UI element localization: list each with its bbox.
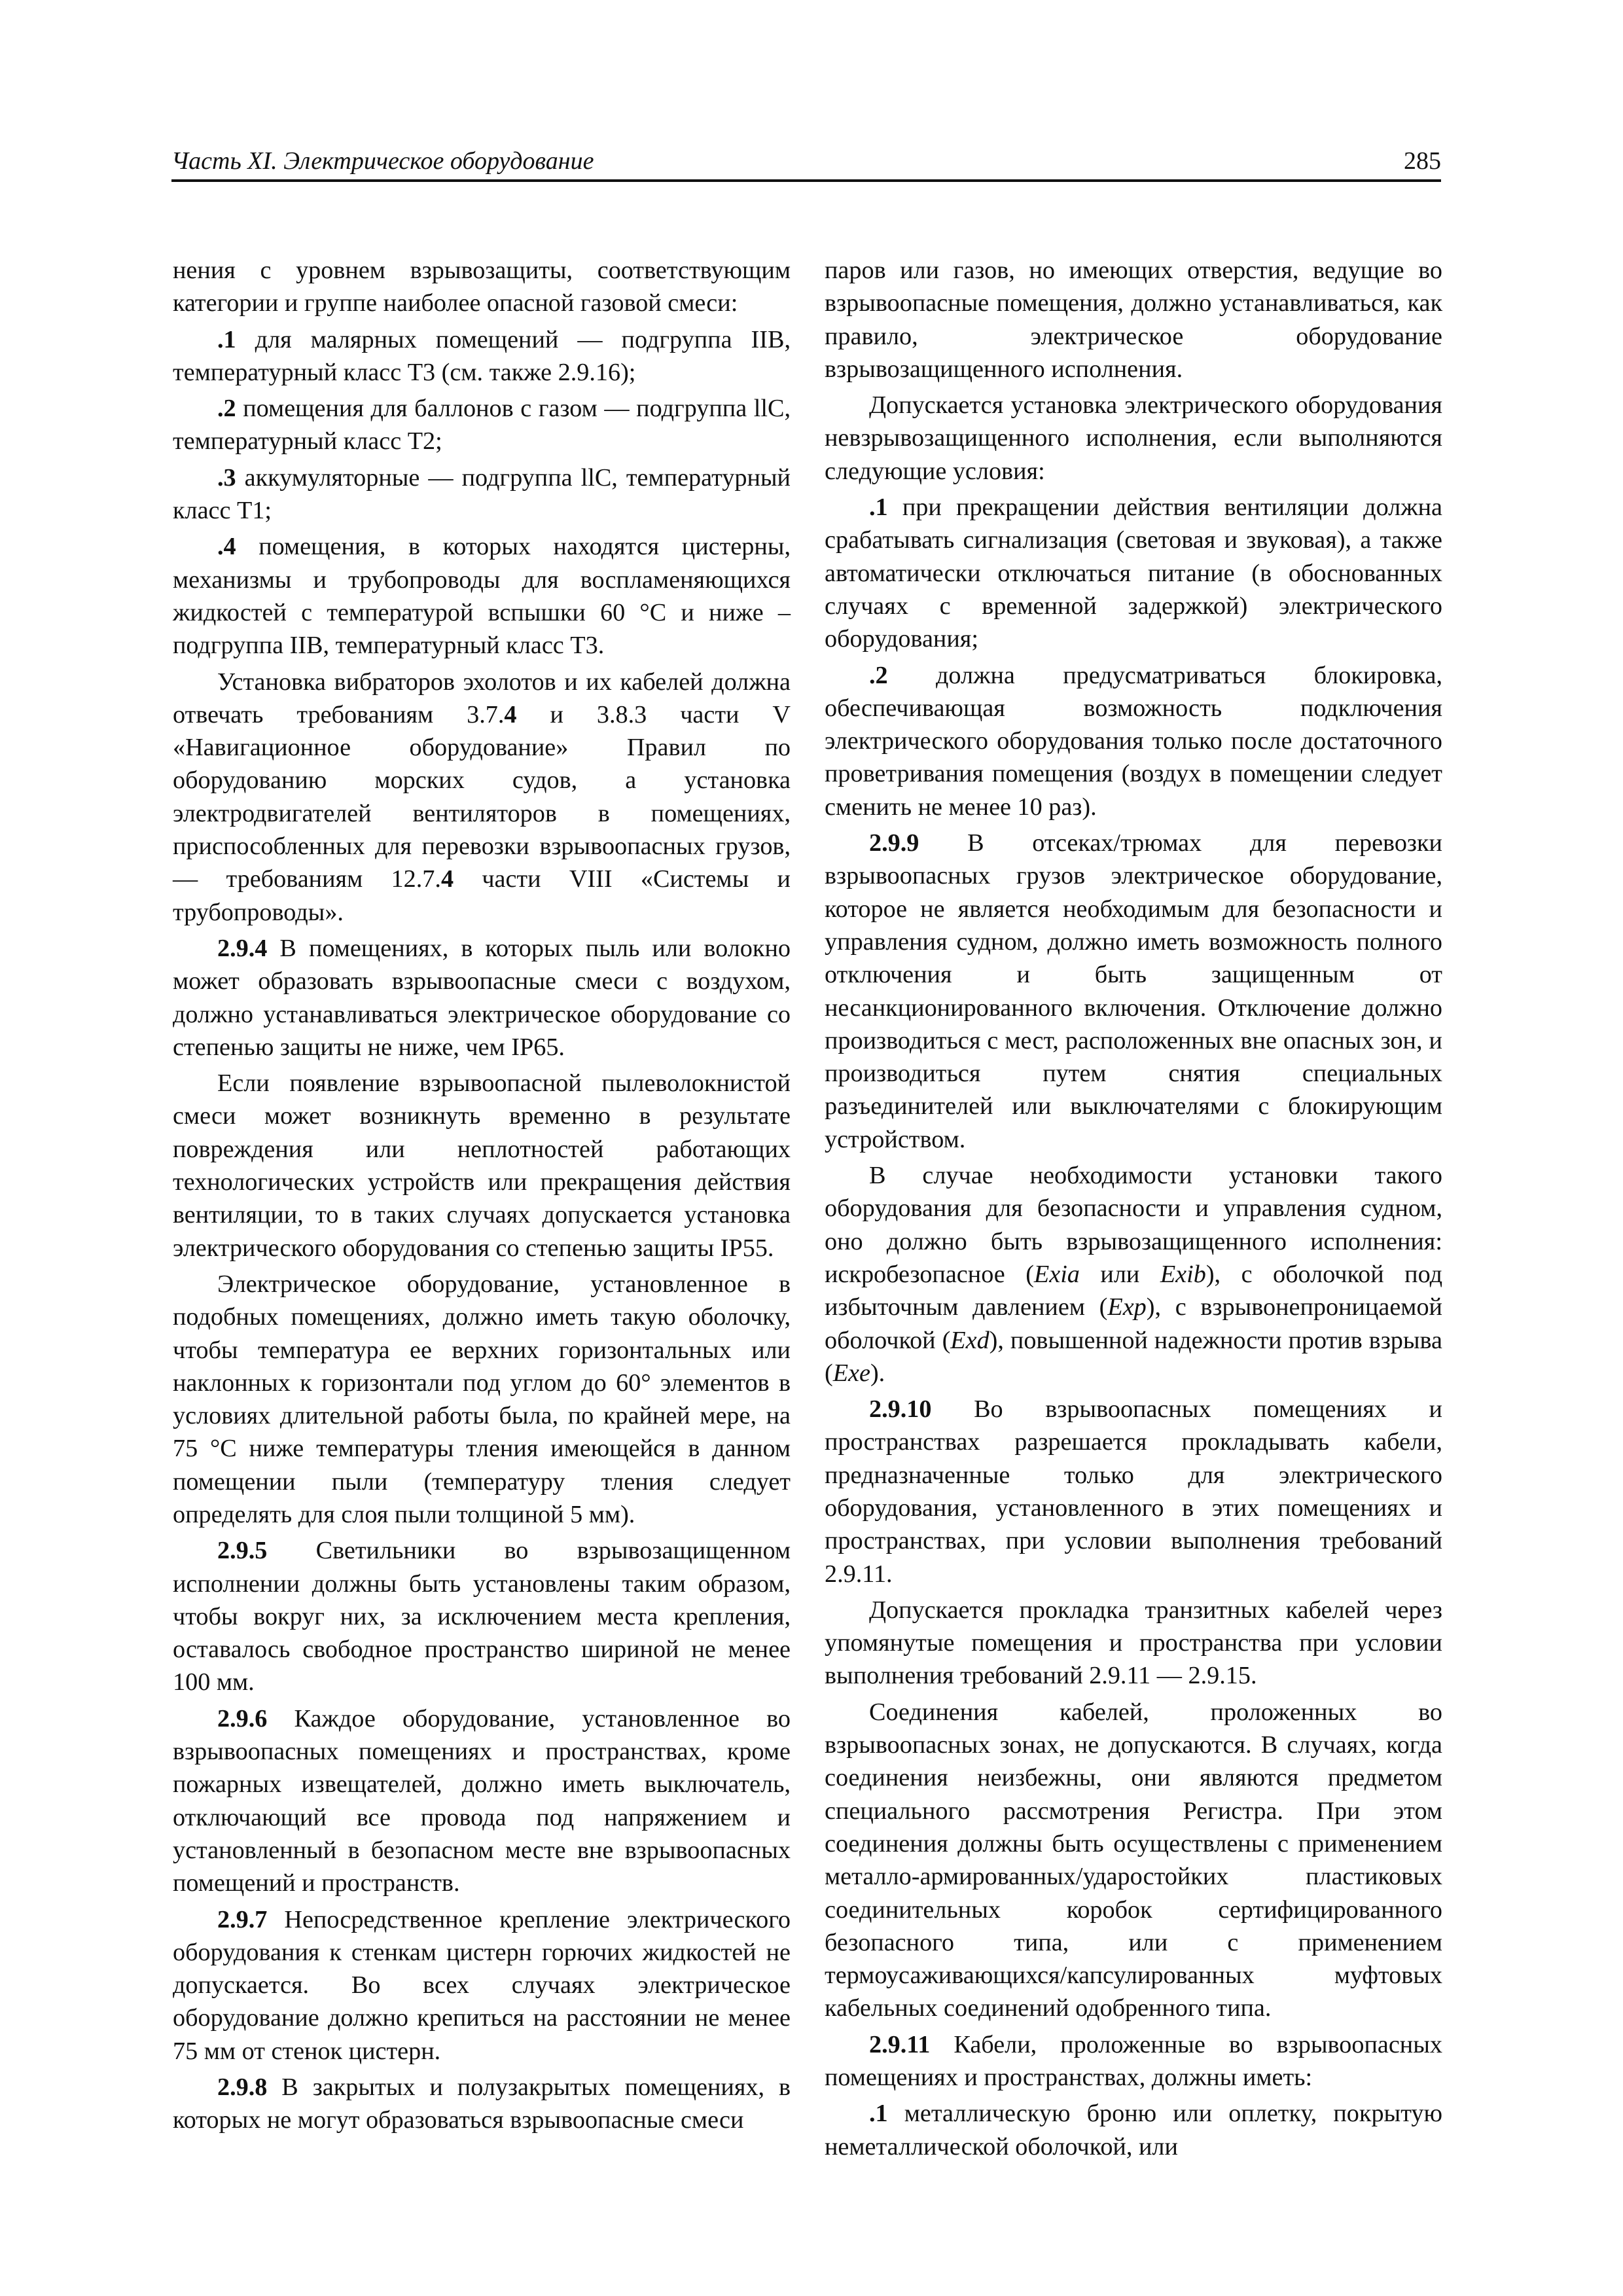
section-number: 2.9.6 [217, 1704, 268, 1732]
section-number: 2.9.5 [217, 1537, 268, 1565]
item-number: .4 [217, 533, 236, 561]
item-number: .3 [217, 463, 236, 492]
section-paragraph: 2.9.10 Во взрывоопасных помещениях и пространствах разрешается прокладывать кабели, предназначенные только для электрического оборудования, установленного в этих помещениях и пространствах, при условии выполнения требований 2.9.11. [825, 1395, 1442, 1588]
list-item: .1 металлическую броню или оплетку, покрытую неметаллической оболочкой, или [825, 2100, 1442, 2161]
paragraph: Установка вибраторов эхолотов и их кабелей должна отвечать требованиям 3.7.4 и 3.8.3 части V «Навигационное оборудование» Правил по оборудованию морских судов, а установка электродвигателей вентиляторов в помещениях, приспособленных для перевозки взрывоопасных грузов, — требованиям 12.7.4 части VIII «Системы и трубопроводы». [173, 668, 791, 926]
paragraph: Допускается установка электрического оборудования невзрывозащищенного исполнения, если выполняются следующие условия: [825, 391, 1442, 485]
left-column [173, 254, 791, 2140]
section-number: 2.9.10 [869, 1395, 932, 1424]
section-paragraph: 2.9.11 Кабели, проложенные во взрывоопасных помещениях и пространствах, должны иметь: [825, 2030, 1442, 2092]
item-number: .2 [869, 661, 888, 689]
list-item: .2 помещения для баллонов с газом — подгруппа llC, температурный класс T2; [173, 395, 791, 456]
item-number: .1 [869, 2100, 888, 2128]
paragraph: Допускается прокладка транзитных кабелей через упомянутые помещения и пространства при условии выполнения требований 2.9.11 — 2.9.15. [825, 1596, 1442, 1690]
item-number: .1 [869, 493, 888, 522]
section-paragraph: 2.9.7 Непосредственное крепление электрического оборудования к стенкам цистерн горючих жидкостей не допускается. Во всех случаях электрическое оборудование должно крепиться на расстоянии не менее 75 мм от стенок цистерн. [173, 1905, 791, 2065]
section-paragraph: 2.9.8 В закрытых и полузакрытых помещениях, в которых не могут образоваться взрывоопасные смеси [173, 2073, 791, 2134]
paragraph: В случае необходимости установки такого оборудования для безопасности и управления судном, оно должно быть взрывозащищенного исполнения: искробезопасное (Exia или Exib), с оболочкой под избыточным давлением (Exp), с взрывонепроницаемой оболочкой (Exd), повышенной надежности против взрыва (Exe). [825, 1162, 1443, 1387]
section-number: 2.9.9 [869, 829, 919, 857]
section-paragraph: 2.9.9 В отсеках/трюмах для перевозки взрывоопасных грузов электрическое оборудование, которое не является необходимым для безопасности и управления судном, должно иметь возможность полного отключения и быть защищенным от несанкционированного включения. Отключение должно производиться с мест, расположенных вне опасных зон, и производиться путем снятия специальных разъединителей или выключателями с блокирующим устройством. [825, 829, 1442, 1153]
section-number: 2.9.8 [217, 2073, 268, 2102]
section-paragraph: 2.9.6 Каждое оборудование, установленное во взрывоопасных помещениях и пространствах, кроме пожарных извещателей, должно иметь выключатель, отключающий все провода под напряжением и установленный в безопасном месте вне взрывоопасных помещений и пространств. [173, 1704, 791, 1897]
item-number: .2 [217, 395, 236, 423]
section-number: 2.9.4 [217, 934, 268, 962]
section-number: 2.9.7 [217, 1905, 268, 1933]
list-item: .3 аккумуляторные — подгруппа llC, температурный класс T1; [173, 463, 791, 525]
list-item: .2 должна предусматриваться блокировка, обеспечивающая возможность подключения электрического оборудования только после достаточного проветривания помещения (воздух в помещении следует сменить не менее 10 раз). [825, 661, 1442, 821]
section-paragraph: 2.9.4 В помещениях, в которых пыль или волокно может образовать взрывоопасные смеси с воздухом, должно устанавливаться электрическое оборудование со степенью защиты не ниже, чем IP65. [173, 934, 791, 1061]
item-number: .1 [217, 325, 236, 353]
paragraph: Соединения кабелей, проложенных во взрывоопасных зонах, не допускаются. В случаях, когда соединения неизбежны, они являются предметом специального рассмотрения Регистра. При этом соединения должны быть осуществлены с применением металло-армированных/ударостойких пластиковых соединительных коробок сертифицированного безопасного типа, или с применением термоусаживающихся/капсулированных муфтовых кабельных соединений одобренного типа. [825, 1698, 1442, 2022]
right-column [825, 254, 1442, 2166]
running-title: Часть XI. Электрическое оборудование [171, 147, 594, 175]
paragraph: Электрическое оборудование, установленное в подобных помещениях, должно иметь такую оболочку, чтобы температура ее верхних горизонтальных или наклонных к горизонтали под углом до 60° элементов в условиях длительной работы была, по крайней мере, на 75 °C ниже температуры тления имеющейся в данном помещении пыли (температуру тления следует определять для слоя пыли толщиной 5 мм). [173, 1270, 791, 1528]
section-number: 2.9.11 [869, 2030, 931, 2058]
list-item: .1 при прекращении действия вентиляции должна срабатывать сигнализация (световая и звуковая), а также автоматически отключаться питание (в обоснованных случаях с временной задержкой) электрического оборудования; [825, 493, 1442, 653]
section-paragraph: 2.9.5 Светильники во взрывозащищенном исполнении должны быть установлены таким образом, чтобы вокруг них, за исключением места крепления, оставалось свободное пространство шириной не менее 100 мм. [173, 1537, 791, 1696]
paragraph: нения с уровнем взрывозащиты, соответствующим категории и группе наиболее опасной газовой смеси: [173, 257, 791, 317]
paragraph: паров или газов, но имеющих отверстия, ведущие во взрывоопасные помещения, должно устанавливаться, как правило, электрическое оборудование взрывозащищенного исполнения. [825, 257, 1442, 383]
running-header [171, 140, 1441, 182]
paragraph: Если появление взрывоопасной пылеволокнистой смеси может возникнуть временно в результате повреждения или неплотностей работающих технологических устройств или прекращения действия вентиляции, то в таких случаях допускается установка электрического оборудования со степенью защиты IP55. [173, 1069, 791, 1262]
list-item: .1 для малярных помещений — подгруппа IIB, температурный класс T3 (см. также 2.9.16); [173, 325, 791, 386]
list-item: .4 помещения, в которых находятся цистерны, механизмы и трубопроводы для воспламеняющихся жидкостей с температурой вспышки 60 °C и ниже – подгруппа IIB, температурный класс T3. [173, 533, 791, 660]
page-number: 285 [1404, 147, 1441, 175]
